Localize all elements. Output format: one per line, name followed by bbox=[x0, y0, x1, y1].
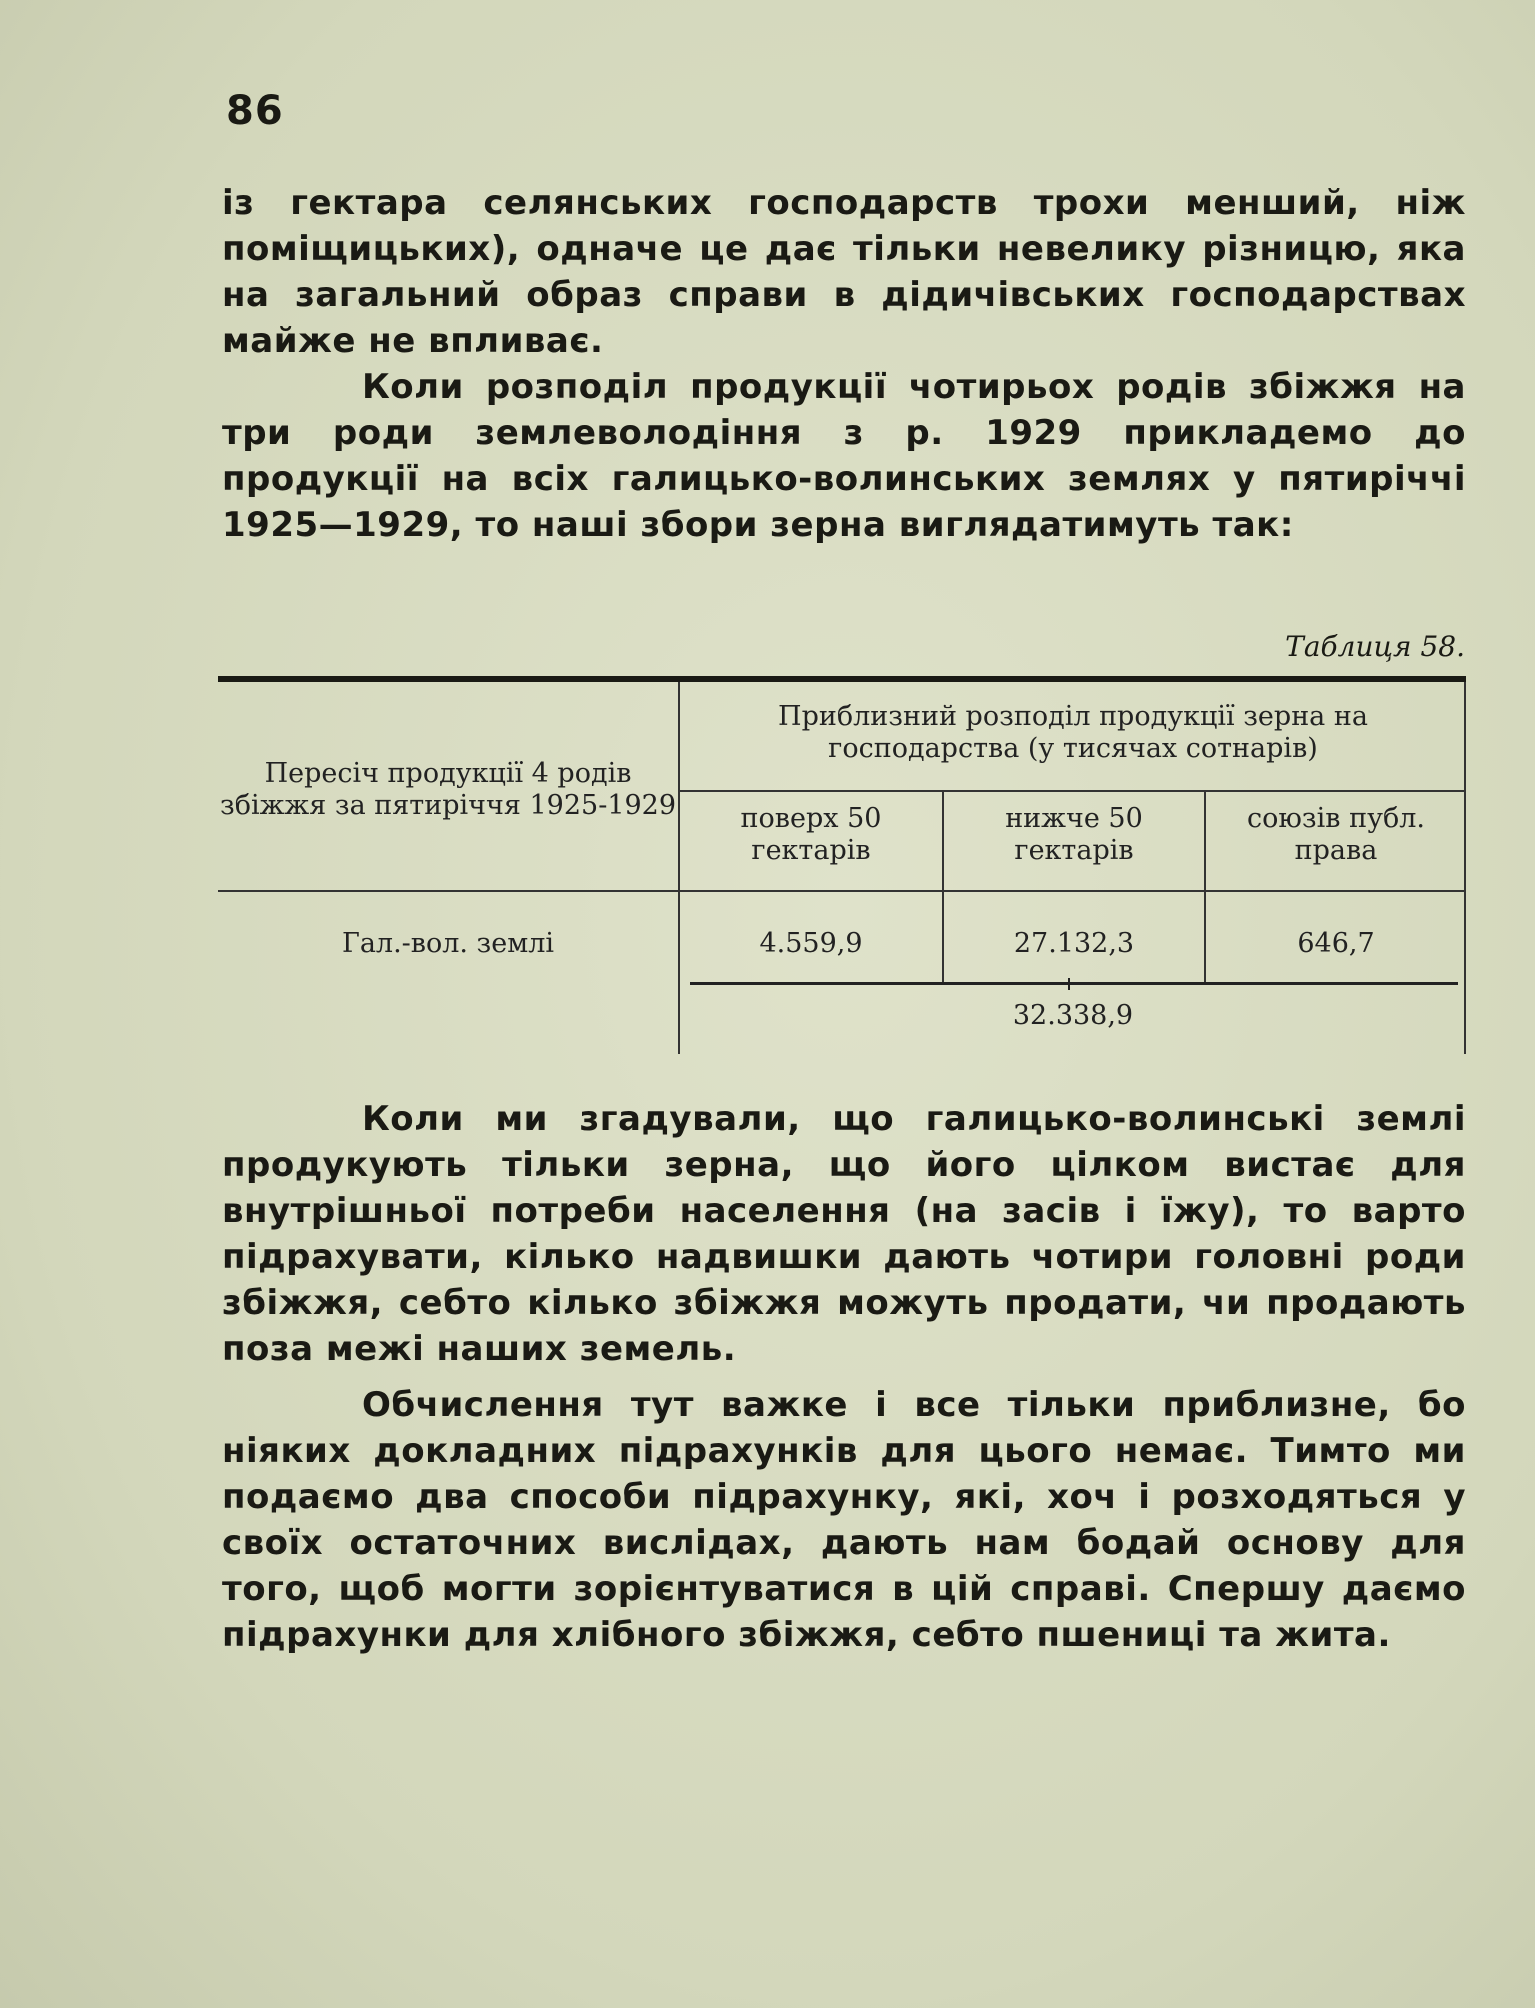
table-rule-header bbox=[218, 890, 1466, 892]
row-label: Гал.-вол. землі bbox=[341, 928, 555, 959]
table-top-header: Приблизний розподіл продукції зерна на господарства (у тисячах сотнарів) bbox=[778, 701, 1368, 764]
page-number: 86 bbox=[226, 88, 284, 134]
subheader-under-50: нижче 50 гектарів bbox=[1005, 803, 1143, 866]
table-divider-main bbox=[678, 682, 680, 1054]
subheader-over-50: поверх 50 гектарів bbox=[740, 803, 882, 866]
value-public-law: 646,7 bbox=[1297, 928, 1375, 959]
grain-table bbox=[218, 676, 1466, 1054]
table-rule-subheader bbox=[680, 790, 1466, 792]
paragraph-2: Коли розподіл продукції чотирьох родів збіжжя на три роди землеволодіння з р. 1929 прикладемо до продукції на всіх галицько-волинських землях у пятиріччі 1925—1929, то наші збори зерна виглядатимуть так: bbox=[222, 367, 1466, 545]
table-caption: Таблиця 58. bbox=[1285, 630, 1465, 663]
subheader-public-law: союзів публ. права bbox=[1247, 803, 1425, 866]
text-block-bottom bbox=[222, 1096, 1466, 1658]
table-divider-col3 bbox=[1204, 792, 1206, 982]
total-value: 32.338,9 bbox=[1012, 1000, 1134, 1031]
value-over-50: 4.559,9 bbox=[759, 928, 863, 959]
table-divider-right bbox=[1464, 682, 1466, 1054]
text-block-top bbox=[222, 180, 1466, 548]
paragraph-1: із гектара селянських господарств трохи менший, ніж поміщицьких), одначе це дає тільки невелику різницю, яка на загальний образ справи в дідичівських господарствах майже не впливає. bbox=[222, 183, 1466, 361]
paragraph-4: Обчислення тут важке і все тільки приблизне, бо ніяких докладних підрахунків для цього немає. Тимто ми подаємо два способи підрахунку, які, хоч і розходяться у своїх остаточних вислідах, дають нам бодай основу для того, щоб могти зорієнтуватися в цій справі. Спершу даємо підрахунки для хлібного збіжжя, себто пшениці та жита. bbox=[222, 1385, 1466, 1655]
value-under-50: 27.132,3 bbox=[1013, 928, 1135, 959]
table-divider-col2 bbox=[942, 792, 944, 982]
table-left-header: Пересіч продукції 4 родів збіжжя за пятиріччя 1925-1929 bbox=[219, 758, 677, 821]
paragraph-3: Коли ми згадували, що галицько-волинські землі продукують тільки зерна, що його цілком вистає для внутрішньої потреби населення (на засів і їжу), то варто підрахувати, кілько надвишки дають чотири головні роди збіжжя, себто кілько збіжжя можуть продати, чи продають поза межі наших земель. bbox=[222, 1099, 1466, 1369]
